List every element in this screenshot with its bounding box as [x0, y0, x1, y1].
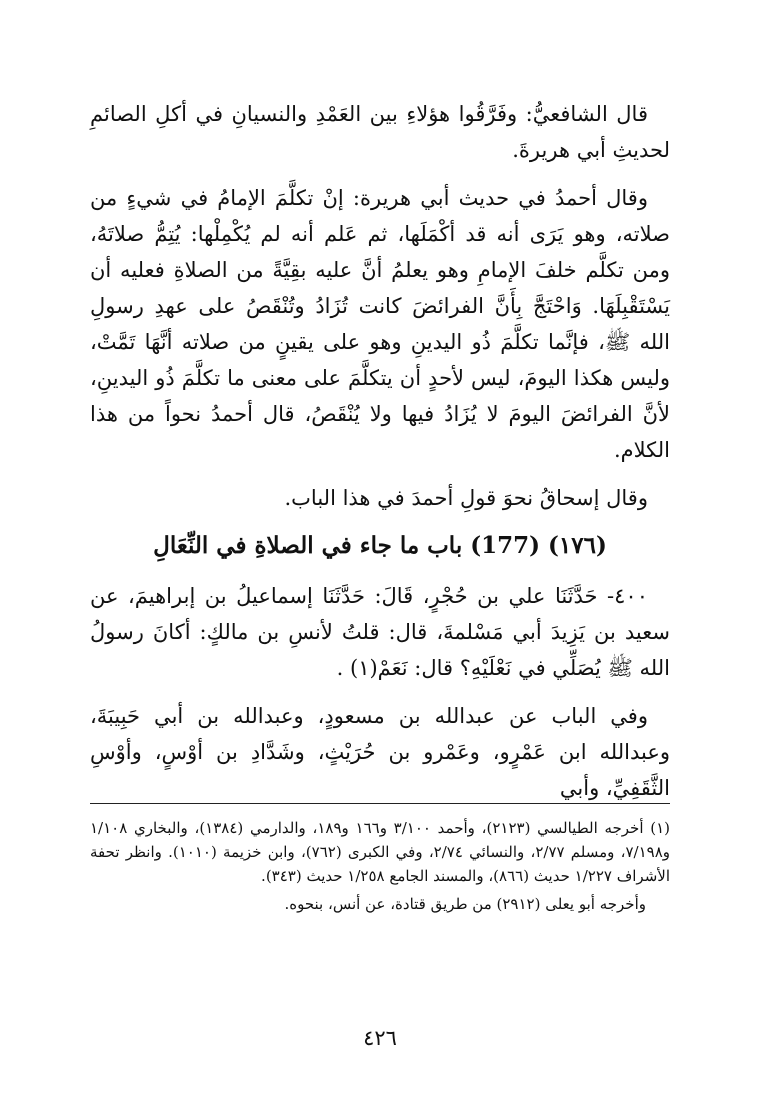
main-text [90, 96, 670, 818]
footnote-1-addendum: وأخرجه أبو يعلى (٢٩١٢) من طريق قتادة، عن أنس، بنحوه. [284, 895, 646, 913]
hadith-400 [90, 578, 670, 686]
paragraph-ishaq: وقال إسحاقُ نحوَ قولِ أحمدَ في هذا الباب. [284, 486, 648, 510]
hadith-number: ٤٠٠- [607, 584, 648, 608]
footnote-divider [90, 803, 670, 804]
hadith-text: حَدَّثَنَا علي بن حُجْرٍ، قَالَ: حَدَّثَنَا إسماعيلُ بن إبراهيمَ، عن سعيد بن يَزِيدَ أبي مَسْلمةَ، قال: قلتُ لأنسِ بن مالكٍ: أكانَ رسولُ الله ﷺ يُصَلِّي في نَعْلَيْهِ؟ قال: نَعَمْ(١) . [90, 584, 670, 680]
paragraph-ahmad: وقال أحمدُ في حديث أبي هريرة: إنْ تكلَّمَ الإمامُ في شيءٍ من صلاته، وهو يَرَى أنه قد أكْمَلَها، ثم عَلم أنه لم يُكْمِلْها: يُتِمُّ صلاتَهُ، ومن تكلَّم خلفَ الإمامِ وهو يعلمُ أنَّ عليه بقِيَّةً من الصلاةِ فعليه أن يَسْتَقْبِلَهَا. وَاحْتَجَّ بِأَنَّ الفرائضَ كانت تُزَادُ وتُنْقَصُ على عهدِ رسولِ الله ﷺ، فإنَّما تكلَّمَ ذُو اليدينِ وهو على يقينٍ من صلاته أنَّهَا تَمَّتْ، وليس هكذا اليومَ، ليس لأحدٍ أن يتكلَّمَ على معنى ما تكلَّمَ ذُو اليدينِ، لأنَّ الفرائضَ اليومَ لا يُزَادُ فيها ولا يُنْقَصُ، قال أحمدُ نحواً من هذا الكلام. [90, 186, 670, 462]
footnote-1: (١) أخرجه الطيالسي (٢١٢٣)، وأحمد ٣/١٠٠ و١٦٦ و١٨٩، والدارمي (١٣٨٤)، والبخاري ١/١٠٨ و٧/١٩٨، ومسلم ٢/٧٧، والنسائي ٢/٧٤، وفي الكبرى (٧٦٢)، وابن خزيمة (١٠١٠). وانظر تحفة الأشراف ١/٢٢٧ حديث (٨٦٦)، والمسند الجامع ١/٢٥٨ حديث (٣٤٣). [90, 819, 671, 885]
paragraph-shafii: قال الشافعيُّ: وفَرَّقُوا هؤلاءِ بين العَمْدِ والنسيانِ في أكلِ الصائمِ لحديثِ أبي هريرةَ. [90, 102, 670, 162]
page-number: ٤٢٦ [363, 1026, 397, 1050]
footnotes [90, 816, 670, 916]
chapter-heading: (١٧٦) (177) باب ما جاء في الصلاةِ في النِّعَالِ [153, 532, 607, 559]
paragraph-fil-bab: وفي الباب عن عبدالله بن مسعودٍ، وعبدالله بن أبي حَبِيبَةَ، وعبدالله ابن عَمْرٍو، وعَمْرو بن حُرَيْثٍ، وشَدَّادِ بن أوْسٍ، وأوْسِ الثَّقَفِيِّ، وأبي [90, 704, 670, 800]
